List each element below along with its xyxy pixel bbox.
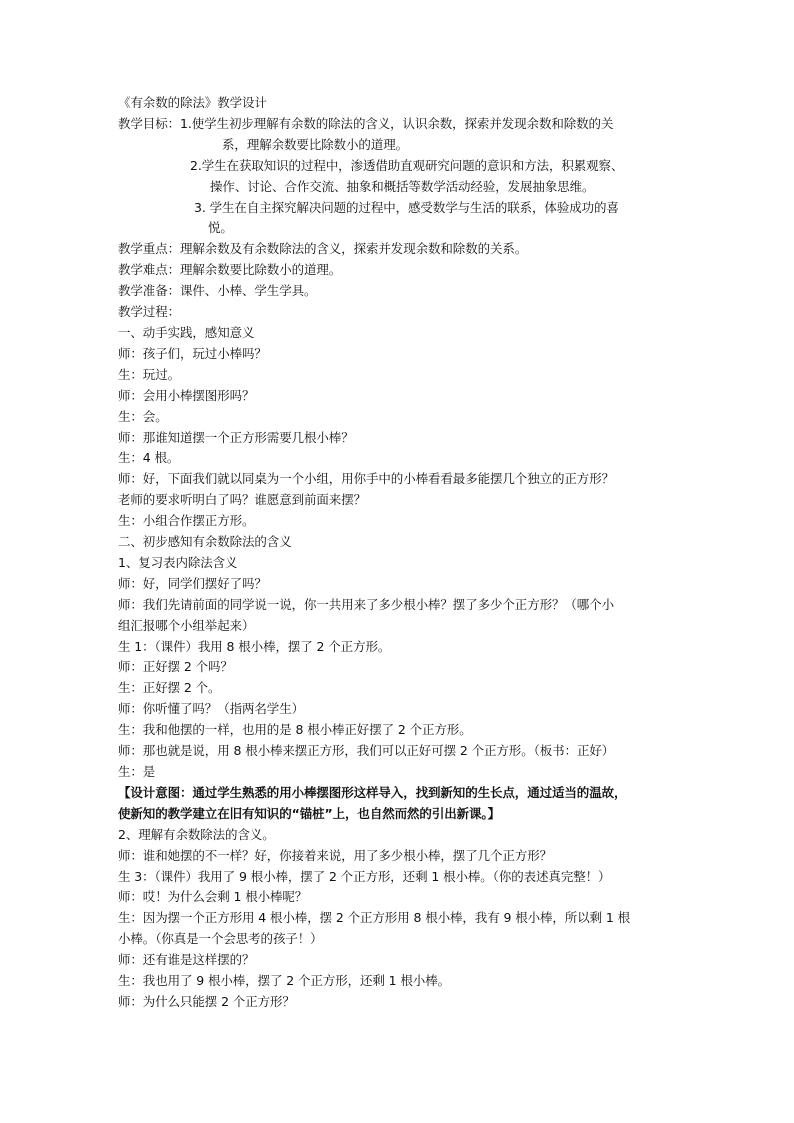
goal-item-2-cont: 操作、讨论、合作交流、抽象和概括等数学活动经验，发展抽象思维。 xyxy=(210,178,595,194)
text-line: 师：哎！为什么会剩 1 根小棒呢？ xyxy=(118,889,308,905)
goal-item-1 xyxy=(180,114,688,156)
key-point: 教学重点：理解余数及有余数除法的含义，探索并发现余数和除数的关系。 xyxy=(118,241,528,257)
text-line: 生：正好摆 2 个。 xyxy=(118,680,221,696)
text-line: 生：因为摆一个正方形用 4 根小棒，摆 2 个正方形用 8 根小棒，我有 9 根小棒，所以剩 1 根 xyxy=(118,910,631,926)
goal-item-3 xyxy=(180,198,688,240)
document-body xyxy=(118,93,688,1013)
text-line: 一、动手实践，感知意义 xyxy=(118,324,255,340)
process-label: 教学过程： xyxy=(118,304,181,320)
text-line: 师：还有谁是这样摆的？ xyxy=(118,952,255,968)
text-line: 生：会。 xyxy=(118,408,168,424)
goal-item-1-lead: 1.使学生初步理解有余数的除法的含义，认识余数，探索并发现余数和除数的关 xyxy=(180,115,614,131)
text-line: 生 1：（课件）我用 8 根小棒，摆了 2 个正方形。 xyxy=(118,638,391,654)
text-line: 生：小组合作摆正方形。 xyxy=(118,513,255,529)
teaching-goals-label: 教学目标： xyxy=(118,115,181,131)
text-line: 生：玩过。 xyxy=(118,366,181,382)
text-line: 师：谁和她摆的不一样？好，你接着来说，用了多少根小棒，摆了几个正方形？ xyxy=(118,847,553,863)
text-line: 生：是 xyxy=(118,764,156,779)
text-line: 师：正好摆 2 个吗？ xyxy=(118,659,233,675)
text-line: 2、理解有余数除法的含义。 xyxy=(118,826,275,842)
text-line: 生：我和他摆的一样，也用的是 8 根小棒正好摆了 2 个正方形。 xyxy=(118,722,472,738)
preparation: 教学准备：课件、小棒、学生学具。 xyxy=(118,283,317,299)
text-line: 小棒。（你真是一个会思考的孩子！） xyxy=(118,931,323,947)
text-line: 师：会用小棒摆图形吗？ xyxy=(118,387,255,403)
goal-item-2 xyxy=(180,156,688,198)
text-line: 师：我们先请前面的同学说一说，你一共用来了多少根小棒？摆了多少个正方形？（哪个小 xyxy=(118,596,615,612)
text-line: 生：4 根。 xyxy=(118,450,180,466)
text-line: 二、初步感知有余数除法的含义 xyxy=(118,534,292,550)
difficulty: 教学难点：理解余数要比除数小的道理。 xyxy=(118,262,342,278)
text-line: 师：孩子们，玩过小棒吗？ xyxy=(118,345,267,361)
teaching-goals xyxy=(118,114,688,239)
goal-item-3-cont: 悦。 xyxy=(208,220,233,236)
text-line: 师：好，同学们摆好了吗？ xyxy=(118,575,267,591)
text-line: 师：你听懂了吗？（指两名学生） xyxy=(118,701,305,717)
text-line: 组汇报哪个小组举起来） xyxy=(118,617,255,633)
teaching-goals-list xyxy=(180,114,688,239)
text-line: 生：我也用了 9 根小棒，摆了 2 个正方形，还剩 1 根小棒。 xyxy=(118,973,451,989)
design-intent-line: 【设计意图：通过学生熟悉的用小棒摆图形这样导入，找到新知的生长点，通过适当的温故， xyxy=(118,784,627,800)
design-intent-line: 使新知的教学建立在旧有知识的“锚桩”上，也自然而然的引出新课。】 xyxy=(118,805,500,821)
document-title: 《有余数的除法》教学设计 xyxy=(118,95,267,110)
text-line: 师：那谁知道摆一个正方形需要几根小棒？ xyxy=(118,429,354,445)
text-line: 师：为什么只能摆 2 个正方形？ xyxy=(118,993,295,1009)
text-line: 师：那也就是说，用 8 根小棒来摆正方形，我们可以正好可摆 2 个正方形。（板书：正好） xyxy=(118,743,615,759)
text-line: 1、复习表内除法含义 xyxy=(118,554,238,570)
text-line: 师：好，下面我们就以同桌为一个小组，用你手中的小棒看看最多能摆几个独立的正方形？ xyxy=(118,471,615,487)
text-line: 老师的要求听明白了吗？谁愿意到前面来摆？ xyxy=(118,492,367,508)
goal-item-2-lead: 2.学生在获取知识的过程中，渗透借助直观研究问题的意识和方法，积累观察、 xyxy=(190,157,624,173)
goal-item-1-cont: 系，理解余数要比除数小的道理。 xyxy=(222,136,409,152)
text-line: 生 3：（课件）我用了 9 根小棒，摆了 2 个正方形，还剩 1 根小棒。（你的表述真完整！） xyxy=(118,868,611,884)
goal-item-3-lead: 3. 学生在自主探究解决问题的过程中，感受数学与生活的联系，体验成功的喜 xyxy=(194,199,619,215)
